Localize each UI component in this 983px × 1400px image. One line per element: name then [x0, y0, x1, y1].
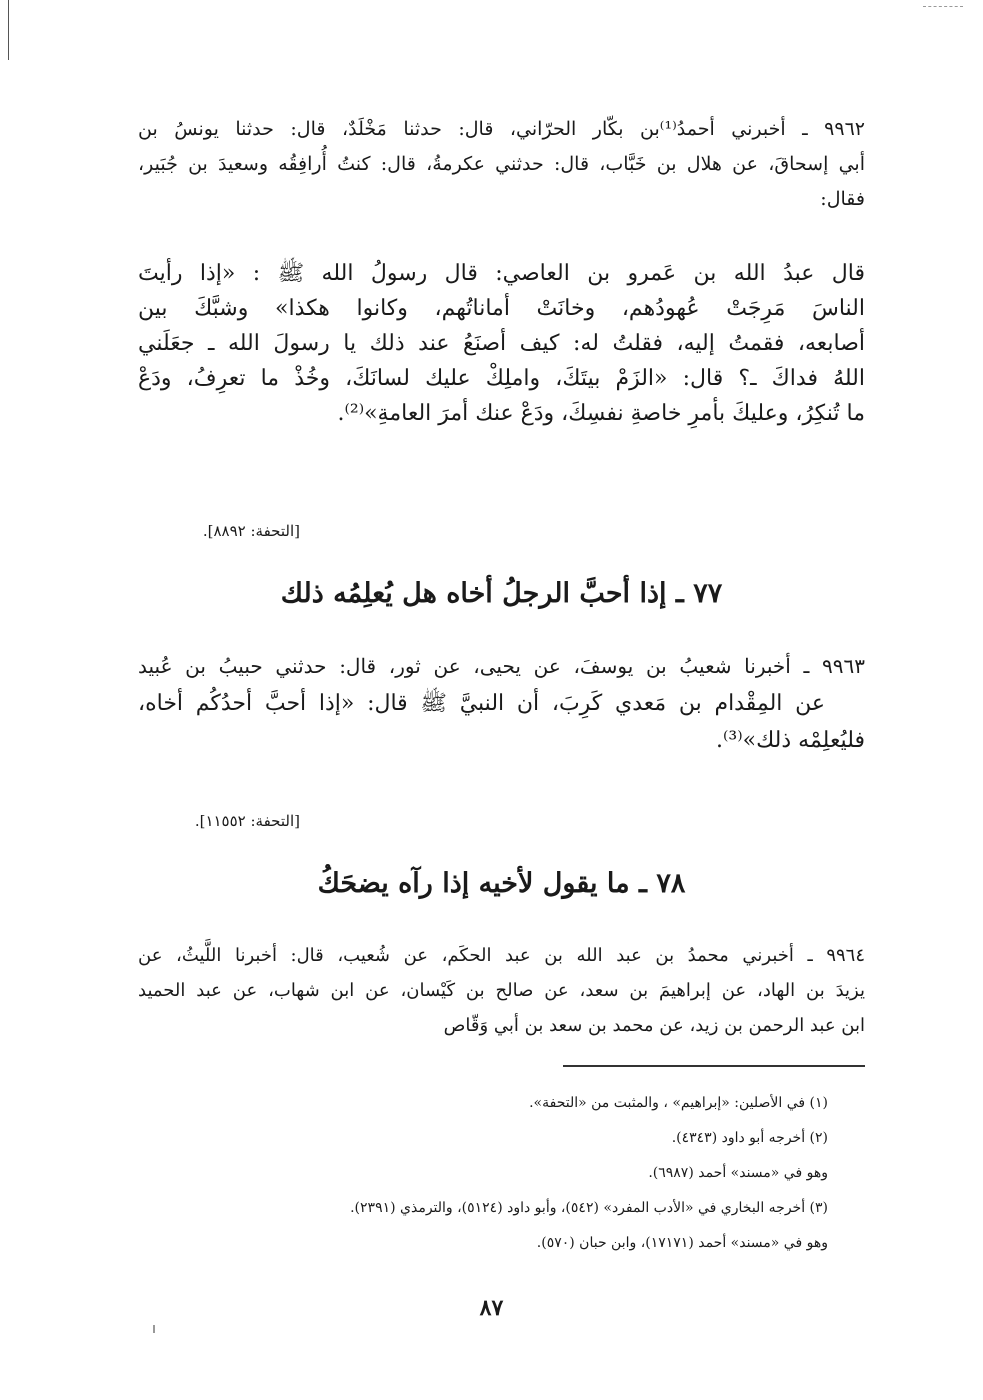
scan-corner-mark	[923, 6, 963, 8]
footnote: وهو في «مسند» أحمد (١٧١٧١)، وابن حبان (٥٧٠).	[536, 1235, 828, 1251]
text-line: ابن عبد الرحمن بن زيد، عن محمد بن سعد بن أبي وَقّاص	[443, 1015, 865, 1036]
footnote: (٣) أخرجه البخاري في «الأدب المفرد» (٥٤٢)، وأبو داود (٥١٢٤)، والترمذي (٢٣٩١).	[350, 1200, 828, 1216]
text-line: ٩٩٦٣ ـ أخبرنا شعيبُ بن يوسفَ، عن يحيى، عن ثور، قال: حدثني حبيبُ بن عُبيد	[138, 654, 865, 678]
text-line: فقال:	[820, 188, 865, 210]
hadith-9962-text	[138, 256, 865, 431]
text-line: عن المِقْدام بن مَعدي كَرِبَ، أن النبيَّ ﷺ قال: «إذا أحبَّ أحدُكُم أخاه،	[138, 691, 825, 716]
text-line: اللهُ فداكَ ـ؟ قال: «الزَمْ بيتَكَ، واملِكْ عليك لسانَكَ، وخُذْ ما تعرِفُ، ودَعْ	[138, 366, 865, 391]
text-line: الناسَ مَرِجَتْ عُهودُهم، وخانَتْ أماناتُهم، وكانوا هكذا» وشبَّكَ بين	[138, 296, 865, 321]
footnotes	[138, 1090, 828, 1265]
scan-mark	[153, 1325, 155, 1333]
text-line: أبي إسحاقَ، عن هلال بن خَبَّاب، قال: حدثني عكرمةُ، قال: كنتُ أُرافِقُه وسعيدَ بن جُبَير،	[138, 153, 865, 175]
text-line: أصابعه، فقمتُ إليه، فقلتُ له: كيف أصنَعُ عند ذلك يا رسولَ الله ـ جعَلَني	[138, 331, 865, 356]
text-line: ٩٩٦٤ ـ أخبرني محمدُ بن عبد الله بن عبد الحكَم، عن شُعيب، قال: أخبرنا اللَّيثُ، عن	[138, 945, 865, 966]
hadith-9964	[138, 938, 865, 1043]
tuhfa-reference: [التحفة: ١١٥٥٢].	[194, 812, 300, 830]
footnote-separator	[563, 1065, 865, 1067]
footnote: (٢) أخرجه أبو داود (٤٣٤٣).	[671, 1130, 828, 1146]
tuhfa-reference: [التحفة: ٨٨٩٢].	[202, 522, 300, 540]
scan-edge-line	[8, 0, 9, 60]
page-number: ٨٧	[479, 1295, 504, 1321]
text-line: فليُعلِمْه ذلك»⁽³⁾.	[716, 728, 865, 753]
text-line: قال عبدُ الله بن عَمرو بن العاصي: قال رسولُ الله ﷺ : «إذا رأيتَ	[138, 261, 865, 286]
text-line: ٩٩٦٢ ـ أخبرني أحمدُ⁽¹⁾بن بكّار الحرّاني، قال: حدثنا مَخْلَدٌ، قال: حدثنا يونسُ بن	[138, 118, 865, 140]
footnote: وهو في «مسند» أحمد (٦٩٨٧).	[648, 1165, 828, 1181]
text-line: ما تُنكِرُ، وعليكَ بأمرِ خاصةِ نفسِكَ، ودَعْ عنك أمرَ العامةِ»⁽²⁾.	[337, 401, 865, 426]
text-line: يزيدَ بن الهاد، عن إبراهيمَ بن سعد، عن صالح بن كَيْسان، عن ابن شهاب، عن عبد الحميد	[138, 980, 865, 1001]
hadith-9963	[138, 648, 865, 759]
footnote: (١) في الأصلين: «إبراهيم» ، والمثبت من «التحفة».	[529, 1095, 828, 1111]
chapter-heading-77: ٧٧ ـ إذا أحبَّ الرجلُ أخاه هل يُعلِمُه ذلك	[280, 578, 723, 609]
chapter-heading-78: ٧٨ ـ ما يقول لأخيه إذا رآه يضحَكُ	[317, 868, 686, 899]
hadith-9962-chain	[138, 112, 865, 217]
